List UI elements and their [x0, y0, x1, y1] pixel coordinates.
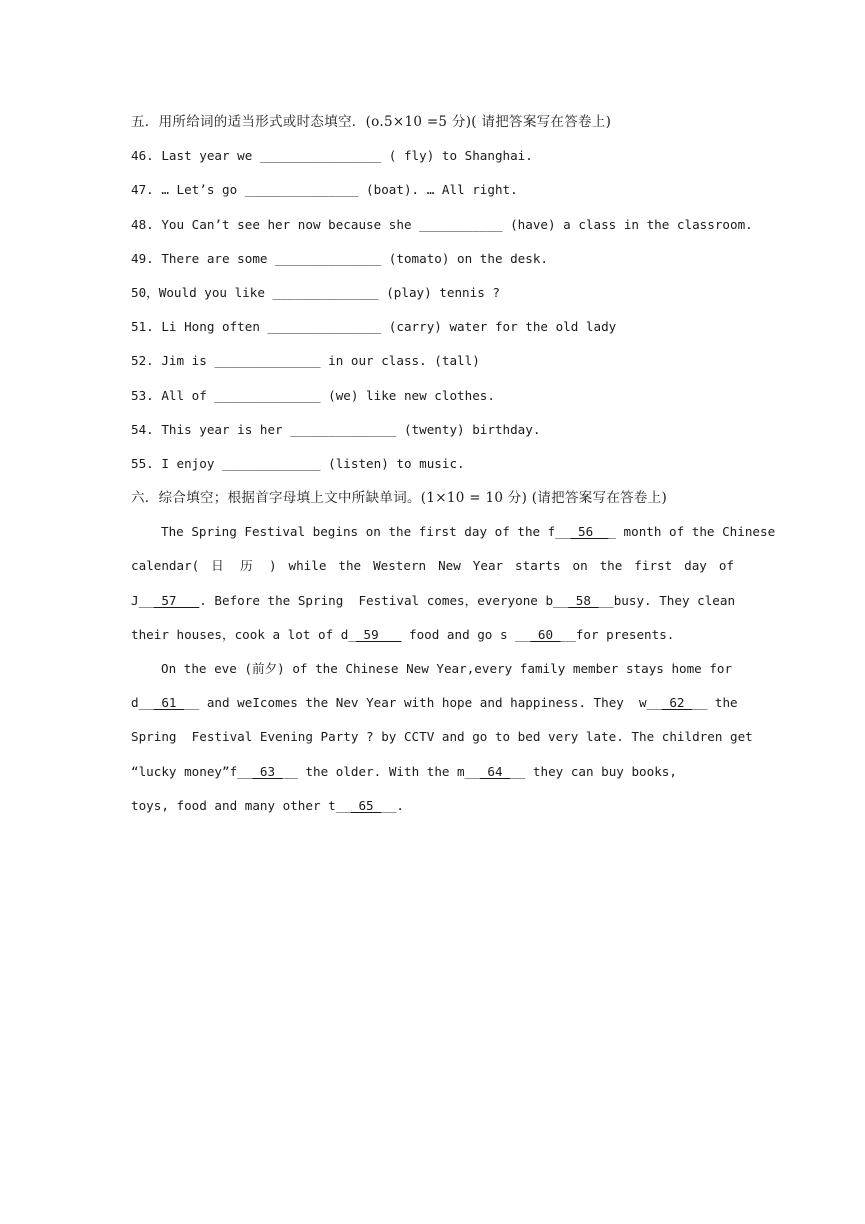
exam-page — [131, 108, 776, 826]
blank-63: _63_ — [252, 763, 283, 779]
passage-p1-line1 — [131, 518, 776, 552]
passage-p2-line4 — [131, 758, 734, 792]
text: __for presents. — [560, 626, 675, 642]
text: The Spring Festival begins on the first day of the f__ — [161, 524, 571, 540]
text: __ they can buy books, — [510, 763, 677, 779]
blank-60: _60_ — [530, 626, 561, 642]
blank-64: _64_ — [479, 763, 511, 779]
text: “lucky money”f__ — [131, 763, 253, 779]
question-53: 53. All of ______________ (we) like new clothes. — [131, 387, 495, 403]
text: toys, food and many other t__ — [131, 797, 351, 813]
section6-heading: 六．综合填空；根据首字母填上文中所缺单词。(1×10 = 10 分) (请把答案写在答卷上) — [131, 490, 668, 507]
blank-57: _57___ — [153, 592, 200, 608]
section5-heading: 五．用所给词的适当形式或时态填空．(o.5×10 =5 分)( 请把答案写在答卷上) — [131, 114, 612, 130]
text: food and go s __ — [401, 626, 531, 642]
passage-p2-line5 — [131, 792, 734, 826]
question-50: 50，Would you like ______________ (play) tennis ? — [131, 284, 500, 300]
passage-p2-line1: On the eve (前夕) of the Chinese New Year,every family member stays home for — [161, 661, 733, 676]
passage-p2-line2 — [131, 689, 738, 723]
text: _ month of the Chinese — [608, 524, 776, 540]
question-54: 54. This year is her ______________ (twenty) birthday. — [131, 421, 541, 437]
text: their houses，cook a lot of d_ — [131, 626, 356, 642]
text: . Before the Spring Festival comes，everyone b__ — [199, 592, 569, 608]
blank-62: _62_ — [661, 695, 693, 711]
blank-61: _61_ — [153, 695, 185, 711]
blank-56: _56__ — [570, 524, 609, 540]
blank-65: _65_ — [350, 797, 382, 813]
question-55: 55. I enjoy _____________ (listen) to music. — [131, 455, 465, 471]
blank-58: _58_ — [568, 592, 599, 608]
question-51: 51. Li Hong often _______________ (carry) water for the old lady — [131, 319, 617, 335]
question-49: 49. There are some ______________ (tomato) on the desk. — [131, 250, 549, 266]
text: __ the — [692, 695, 738, 711]
blank-59: _59___ — [355, 626, 402, 642]
text: __busy. They clean — [598, 592, 736, 608]
passage-p1-line4 — [131, 621, 734, 655]
text: d__ — [131, 695, 154, 711]
text: __ the older. With the m__ — [282, 763, 480, 779]
text: J__ — [131, 592, 154, 608]
passage-p1-line2: calendar( 日 历 ) while the Western New Year starts on the first day of — [131, 558, 734, 574]
question-47: 47. … Let’s go _______________ (boat). … All right. — [131, 182, 518, 198]
text: __. — [381, 797, 404, 813]
text: __ and weIcomes the Nev Year with hope and happiness. They w__ — [184, 695, 662, 711]
question-46: 46. Last year we ________________ ( fly) to Shanghai. — [131, 148, 533, 164]
passage-p2-line3: Spring Festival Evening Party ? by CCTV and go to bed very late. The children get — [131, 729, 753, 745]
passage-p1-line3 — [131, 587, 734, 621]
question-52: 52. Jim is ______________ in our class. (tall) — [131, 353, 480, 369]
question-48: 48. You Can’t see her now because she ___________ (have) a class in the classroom. — [131, 216, 753, 232]
